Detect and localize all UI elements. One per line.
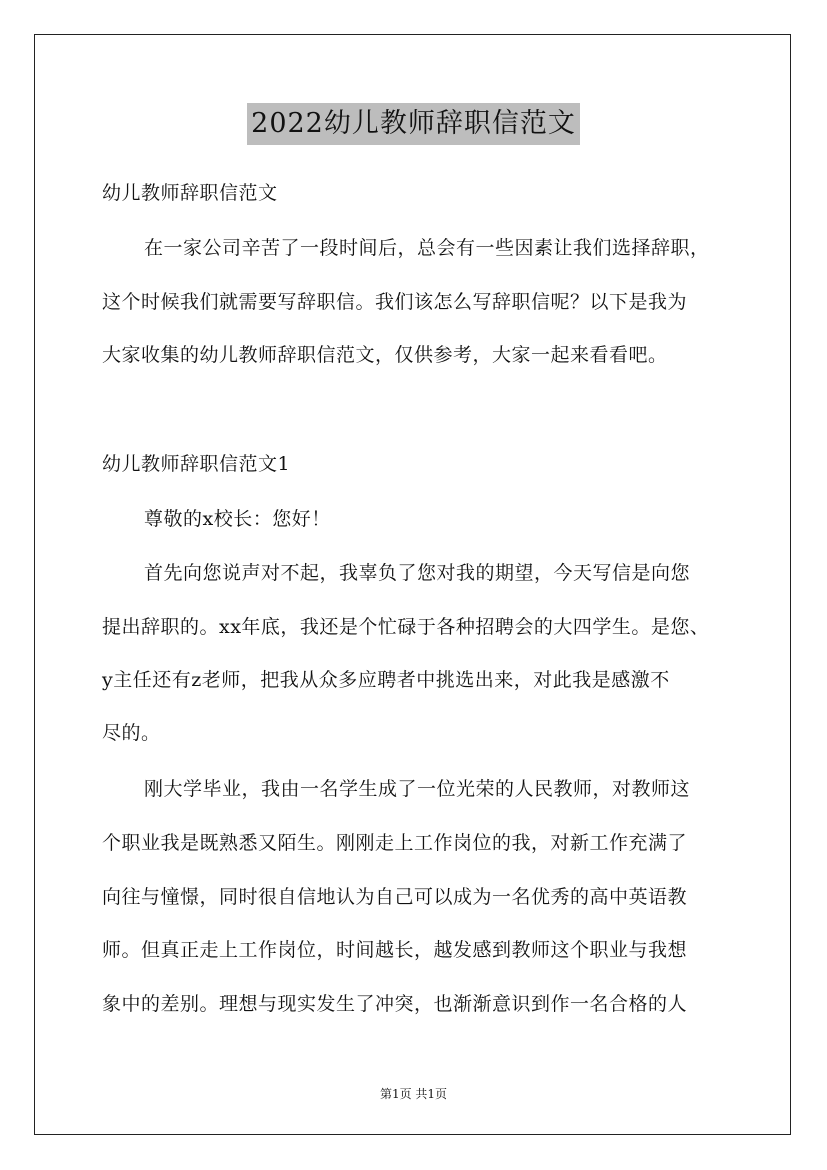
intro-line: 这个时候我们就需要写辞职信。我们该怎么写辞职信呢？以下是我为	[102, 291, 688, 313]
greeting: 尊敬的x校长：您好！	[144, 508, 331, 530]
paragraph-line: 个职业我是既熟悉又陌生。刚刚走上工作岗位的我，对新工作充满了	[102, 832, 688, 854]
intro-line: 大家收集的幼儿教师辞职信范文，仅供参考，大家一起来看看吧。	[102, 344, 668, 366]
document-title: 2022幼儿教师辞职信范文	[247, 103, 580, 145]
paragraph-line: 刚大学毕业，我由一名学生成了一位光荣的人民教师，对教师这	[144, 778, 691, 800]
intro-line: 在一家公司辛苦了一段时间后，总会有一些因素让我们选择辞职，	[144, 237, 710, 259]
document-title-wrap	[0, 103, 827, 145]
page-number: 第1页 共1页	[379, 1087, 448, 1101]
section-heading: 幼儿教师辞职信范文1	[102, 453, 291, 475]
paragraph-line: 尽的。	[102, 722, 161, 744]
paragraph-line: y主任还有z老师，把我从众多应聘者中挑选出来，对此我是感激不	[102, 669, 670, 691]
paragraph-line: 象中的差别。理想与现实发生了冲突，也渐渐意识到作一名合格的人	[102, 993, 688, 1015]
paragraph-line: 提出辞职的。xx年底，我还是个忙碌于各种招聘会的大四学生。是您、	[102, 616, 710, 638]
paragraph-line: 师。但真正走上工作岗位，时间越长，越发感到教师这个职业与我想	[102, 939, 688, 961]
subheading: 幼儿教师辞职信范文	[102, 182, 278, 204]
paragraph-line: 首先向您说声对不起，我辜负了您对我的期望，今天写信是向您	[144, 562, 691, 584]
paragraph-line: 向往与憧憬，同时很自信地认为自己可以成为一名优秀的高中英语教	[102, 886, 688, 908]
